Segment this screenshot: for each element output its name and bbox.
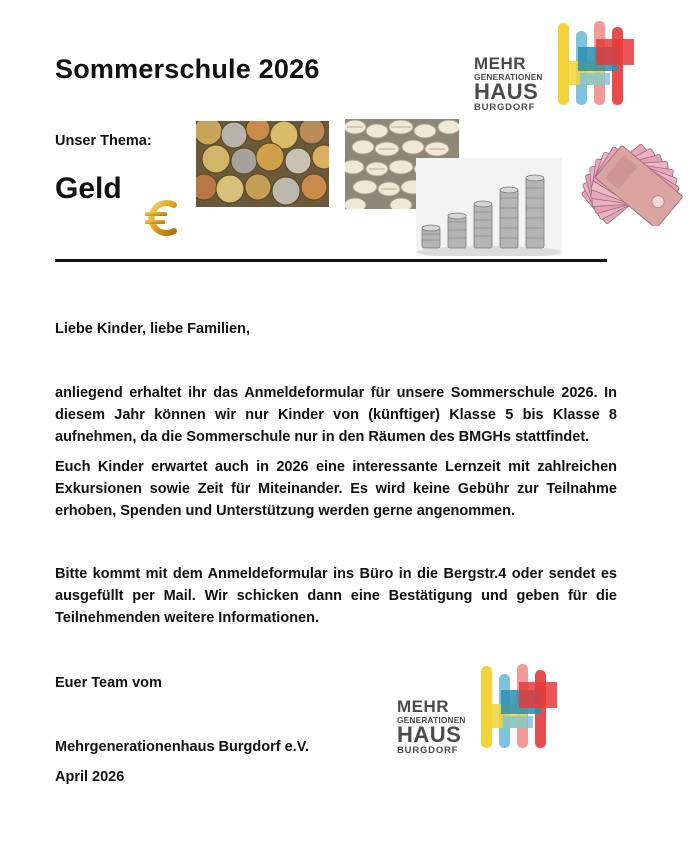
logo-line-1: MEHR [474,54,527,73]
greeting: Liebe Kinder, liebe Familien, [55,321,250,337]
logo-line-2: GENERATIONEN [397,715,466,725]
logo-bars-icon [556,17,638,112]
closing-line: Euer Team vom [55,675,162,691]
logo-line-3: HAUS [397,722,462,748]
euro-banknotes-photo [567,120,689,226]
logo-wordmark [397,698,466,756]
logo-line-2: GENERATIONEN [474,72,543,82]
logo-line-4: BURGDORF [474,102,536,114]
paragraph-registration: anliegend erhaltet ihr das Anmeldeformular für unsere Sommerschule 2026. In diesem Jahr können wir nur Kinder von (künftiger) Klasse 5 bis Klasse 8 aufnehmen, da die Sommerschule nur in den Räumen des BMGHs stattfindet. [55,385,617,445]
coin-stacks-photo [416,158,562,256]
letter-date: April 2026 [55,769,125,785]
mgh-logo-bottom [397,660,562,755]
coins-photo [196,121,329,207]
topic-label: Unser Thema: [55,133,152,149]
logo-bars-icon [479,660,561,755]
euro-icon [141,196,185,240]
organization-name: Mehrgenerationenhaus Burgdorf e.V. [55,739,310,755]
paragraph-instructions: Bitte kommt mit dem Anmeldeformular ins Büro in die Bergstr.4 oder sendet es ausgefüllt per Mail. Wir schicken dann eine Bestätigung und geben für die Teilnehmenden weitere Informationen. [55,566,617,626]
logo-line-1: MEHR [397,697,450,716]
logo-line-3: HAUS [474,79,539,105]
page-title: Sommerschule 2026 [55,54,320,84]
logo-line-4: BURGDORF [397,745,459,757]
paragraph-program: Euch Kinder erwartet auch in 2026 eine interessante Lernzeit mit zahlreichen Exkursionen sowie Zeit für Miteinander. Es wird keine Gebühr zur Teilnahme erhoben, Spenden und Unterstützung werden gerne angenommen. [55,459,617,519]
mgh-logo-top [474,17,639,112]
logo-wordmark [474,55,543,113]
topic-heading: Geld [55,172,122,205]
divider-line [55,259,607,262]
